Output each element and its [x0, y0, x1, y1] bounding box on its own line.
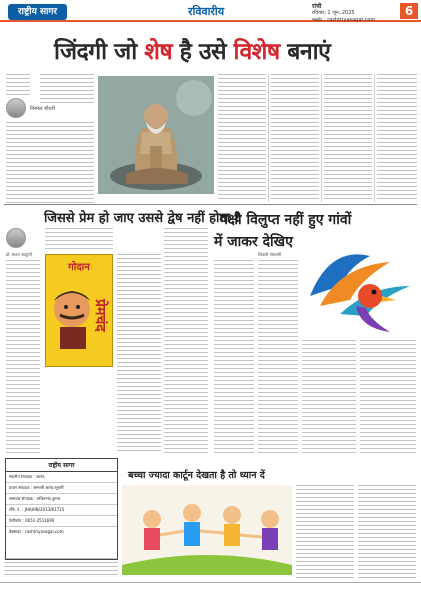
infobox-row: टेलीफोन : 0651-2511690 [6, 516, 117, 527]
publication-infobox [5, 458, 118, 560]
infobox-row: प्रधान संपादक : सम्मानी आनंद सुधर्मी [6, 483, 117, 494]
third-text-col3 [302, 340, 356, 454]
column-divider [321, 74, 322, 202]
brand-logo: राष्ट्रीय सागर [8, 4, 67, 20]
third-author: शिवानी गोस्वामी [258, 252, 282, 257]
third-headline-line1: पक्षी विलुप्त नहीं हुए गांवों [220, 212, 352, 228]
godan-book-cover [45, 254, 113, 367]
second-author-photo [6, 228, 26, 248]
author-photo [6, 98, 26, 118]
third-text-col1 [214, 260, 254, 454]
third-text-col4 [360, 340, 416, 454]
fourth-text-col1 [296, 485, 354, 578]
page-footer [0, 582, 421, 595]
second-headline: जिससे प्रेम हो जाए उससे द्वेष नहीं होता ! [44, 211, 241, 226]
infobox-row: समाचार संपादक : ललितानंद कुमार [6, 494, 117, 505]
fourth-text-foot [4, 558, 118, 578]
monk-photo [98, 76, 214, 194]
date-info [312, 3, 375, 24]
children-cartoon-graphic [122, 485, 292, 575]
lead-author: निरमल चौधरी [30, 106, 55, 112]
fourth-text-col2 [358, 485, 416, 578]
second-text-intro [45, 228, 113, 250]
infobox-row: स्थानीय संपादक : आनंद [6, 472, 117, 483]
lead-text-col3 [271, 74, 319, 202]
lead-headline-red1: शेष [144, 39, 173, 65]
infobox-row: वेबसाइट : rashtriyasagar.com [9, 529, 64, 534]
lead-text-col4 [324, 74, 372, 202]
lead-text-col5 [377, 74, 417, 202]
third-text-col2 [258, 260, 298, 454]
city-label: रांची [312, 3, 322, 10]
column-divider [374, 74, 375, 202]
web-label: web : rashtriyasagar.com [312, 17, 376, 23]
monk-illustration [98, 76, 214, 194]
book-title: गोदान [68, 262, 90, 273]
bird-illustration [300, 236, 414, 336]
infobox-title: राष्ट्रीय सागर [6, 459, 117, 472]
lead-headline-red2: विशेष [233, 39, 280, 65]
book-author-vertical: प्रेमचंद [92, 299, 108, 332]
fourth-headline: बच्चा ज्यादा कार्टून देखता है तो ध्यान दें [128, 470, 265, 481]
section-divider [4, 204, 417, 205]
lead-text-intro-2 [40, 74, 94, 104]
lead-text-col2 [218, 74, 266, 202]
lead-headline-part2: है उसे [172, 39, 234, 65]
lead-text-col1 [6, 122, 94, 204]
date-label: रविवार, 1 जून, 2025 [312, 10, 355, 16]
column-divider [268, 74, 269, 202]
second-text-col1 [6, 260, 40, 455]
page-number: 6 [400, 3, 418, 19]
lead-headline [54, 34, 330, 66]
third-headline-line2: में जाकर देखिए [214, 234, 293, 250]
second-author: डॉ. संजय जादूगरी [6, 252, 33, 257]
lead-headline-part3: बनाएं [279, 39, 331, 65]
premchand-portrait [46, 279, 114, 349]
second-text-col3 [164, 228, 208, 454]
lead-headline-part1: जिंदगी जो [54, 39, 145, 65]
phoenix-bird-graphic [300, 236, 414, 336]
second-text-col2 [117, 254, 161, 454]
infobox-row: रजि. नं. : JHAHIN/2013/61715 [6, 505, 117, 516]
section-title: रविवारीय [188, 5, 225, 18]
lead-text-intro [6, 74, 30, 96]
kids-illustration [122, 485, 292, 575]
